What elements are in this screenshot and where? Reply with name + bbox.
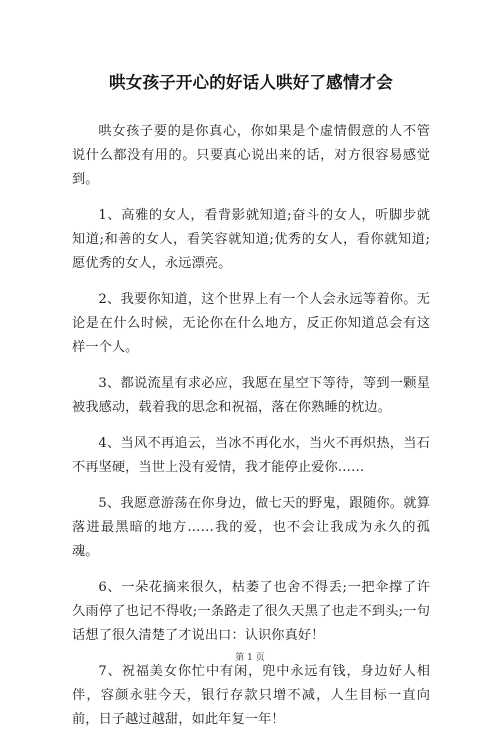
paragraph-6: 6、一朵花摘来很久，枯萎了也舍不得丢;一把伞撑了许久雨停了也记不得收;一条路走了很久天黑了也走不到头;一句话想了很久清楚了才说出口：认识你真好！ <box>72 580 430 643</box>
paragraph-2: 2、我要你知道，这个世界上有一个人会永远等着你。无论是在什么时候，无论你在什么地方，反正你知道总会有这样一个人。 <box>72 292 430 355</box>
page-number-footer: 第 1 页 <box>235 653 265 663</box>
paragraph-5: 5、我愿意游荡在你身边，做七天的野鬼，跟随你。就算落进最黑暗的地方……我的爱，也不会让我成为永久的孤魂。 <box>72 496 430 559</box>
paragraph-3: 3、都说流星有求必应，我愿在星空下等待，等到一颗星被我感动，载着我的思念和祝福，落在你熟睡的枕边。 <box>72 376 430 415</box>
paragraph-7: 7、祝福美女你忙中有闲，兜中永远有钱，身边好人相伴，容颜永驻今天，银行存款只增不减，人生目标一直向前，日子越过越甜，如此年复一年！ <box>72 664 430 727</box>
article-body <box>72 120 430 732</box>
page-title: 哄女孩子开心的好话人哄好了感情才会 <box>109 73 393 92</box>
paragraph-intro: 哄女孩子要的是你真心，你如果是个虚情假意的人不管说什么都没有用的。只要真心说出来的话，对方很容易感觉到。 <box>72 124 430 187</box>
paragraph-1: 1、高雅的女人，看背影就知道;奋斗的女人，听脚步就知道;和善的女人，看笑容就知道;优秀的女人，看你就知道;愿优秀的女人，永远漂亮。 <box>72 208 430 271</box>
paragraph-4: 4、当风不再追云，当冰不再化水，当火不再炽热，当石不再坚硬，当世上没有爱情，我才能停止爱你…… <box>72 436 430 475</box>
